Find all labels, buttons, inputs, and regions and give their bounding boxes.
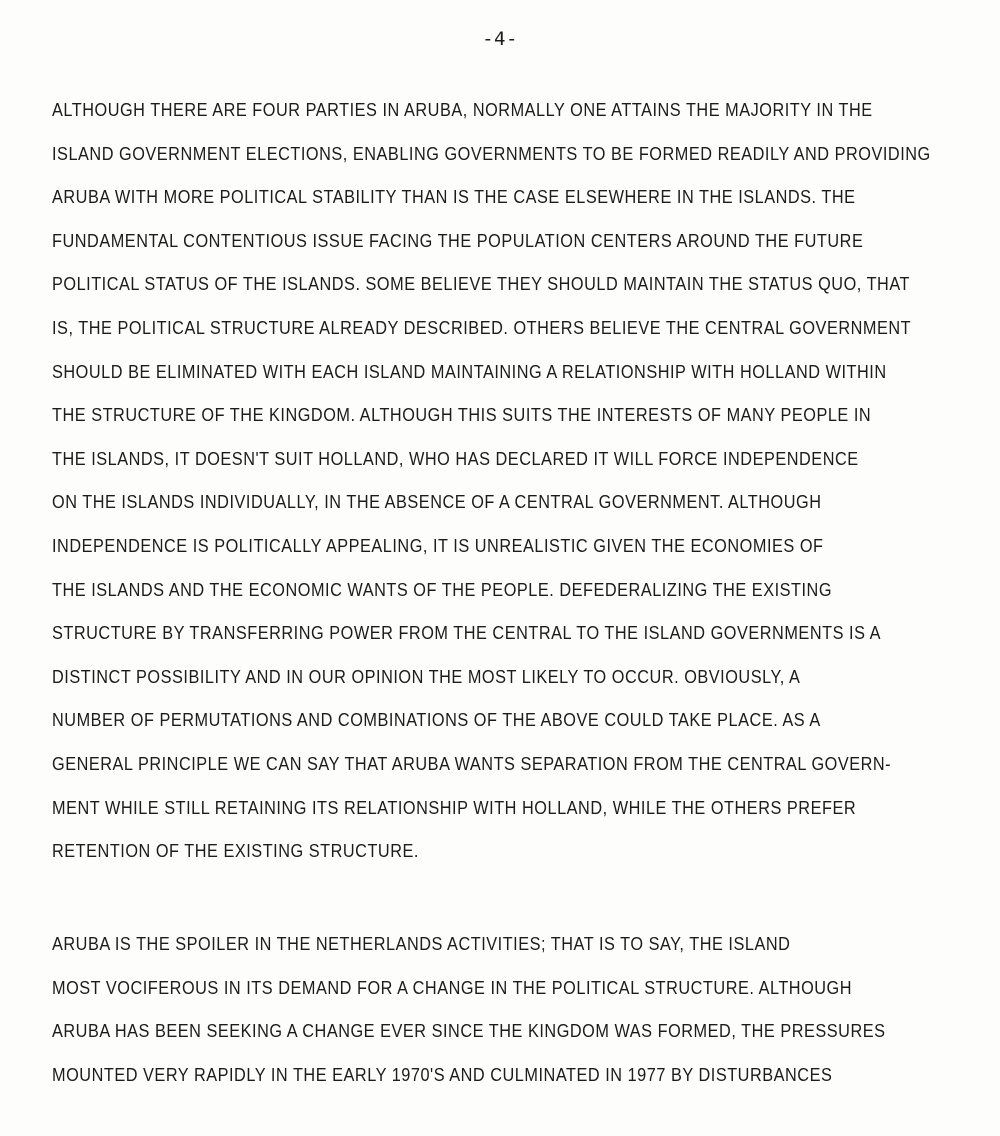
paragraph-line: ARUBA IS THE SPOILER IN THE NETHERLANDS ACTIVITIES; THAT IS TO SAY, THE ISLAND <box>52 933 791 954</box>
paragraph-line: THE ISLANDS, IT DOESN'T SUIT HOLLAND, WHO HAS DECLARED IT WILL FORCE INDEPENDENCE <box>52 447 859 469</box>
paragraph-line: STRUCTURE BY TRANSFERRING POWER FROM THE CENTRAL TO THE ISLAND GOVERNMENTS IS A <box>52 622 882 644</box>
paragraph-line: DISTINCT POSSIBILITY AND IN OUR OPINION THE MOST LIKELY TO OCCUR. OBVIOUSLY, A <box>52 665 801 687</box>
paragraph-line: ARUBA HAS BEEN SEEKING A CHANGE EVER SINCE THE KINGDOM WAS FORMED, THE PRESSURES <box>52 1020 886 1042</box>
paragraph-line: ISLAND GOVERNMENT ELECTIONS, ENABLING GOVERNMENTS TO BE FORMED READILY AND PROVIDING <box>52 142 931 164</box>
paragraph-line: IS, THE POLITICAL STRUCTURE ALREADY DESCRIBED. OTHERS BELIEVE THE CENTRAL GOVERNMENT <box>52 316 912 338</box>
paragraph-line: THE ISLANDS AND THE ECONOMIC WANTS OF THE PEOPLE. DEFEDERALIZING THE EXISTING <box>52 578 833 600</box>
paragraph-line: ARUBA WITH MORE POLITICAL STABILITY THAN IS THE CASE ELSEWHERE IN THE ISLANDS. THE <box>52 186 856 208</box>
page-number: -4- <box>482 28 518 50</box>
paragraph-line: FUNDAMENTAL CONTENTIOUS ISSUE FACING THE POPULATION CENTERS AROUND THE FUTURE <box>52 229 864 251</box>
paragraph-line: ON THE ISLANDS INDIVIDUALLY, IN THE ABSENCE OF A CENTRAL GOVERNMENT. ALTHOUGH <box>52 491 822 513</box>
paragraph-line: GENERAL PRINCIPLE WE CAN SAY THAT ARUBA WANTS SEPARATION FROM THE CENTRAL GOVERN- <box>52 752 892 774</box>
paragraph-1 <box>52 88 1000 873</box>
paragraph-line: RETENTION OF THE EXISTING STRUCTURE. <box>52 840 419 862</box>
paragraph-line: THE STRUCTURE OF THE KINGDOM. ALTHOUGH THIS SUITS THE INTERESTS OF MANY PEOPLE IN <box>52 404 872 426</box>
paragraph-line: MENT WHILE STILL RETAINING ITS RELATIONSHIP WITH HOLLAND, WHILE THE OTHERS PREFER <box>52 796 857 818</box>
paragraph-line: MOST VOCIFEROUS IN ITS DEMAND FOR A CHANGE IN THE POLITICAL STRUCTURE. ALTHOUGH <box>52 976 853 998</box>
paragraph-line: SHOULD BE ELIMINATED WITH EACH ISLAND MAINTAINING A RELATIONSHIP WITH HOLLAND WITHIN <box>52 360 887 382</box>
paragraph-line: NUMBER OF PERMUTATIONS AND COMBINATIONS OF THE ABOVE COULD TAKE PLACE. AS A <box>52 709 821 731</box>
paragraph-line: MOUNTED VERY RAPIDLY IN THE EARLY 1970'S AND CULMINATED IN 1977 BY DISTURBANCES <box>52 1063 833 1085</box>
paragraph-line: INDEPENDENCE IS POLITICALLY APPEALING, IT IS UNREALISTIC GIVEN THE ECONOMIES OF <box>52 534 824 556</box>
paragraph-line: ALTHOUGH THERE ARE FOUR PARTIES IN ARUBA, NORMALLY ONE ATTAINS THE MAJORITY IN THE <box>52 99 873 120</box>
paragraph-2 <box>52 922 999 1096</box>
paragraph-line: POLITICAL STATUS OF THE ISLANDS. SOME BELIEVE THEY SHOULD MAINTAIN THE STATUS QUO, THAT <box>52 273 910 295</box>
